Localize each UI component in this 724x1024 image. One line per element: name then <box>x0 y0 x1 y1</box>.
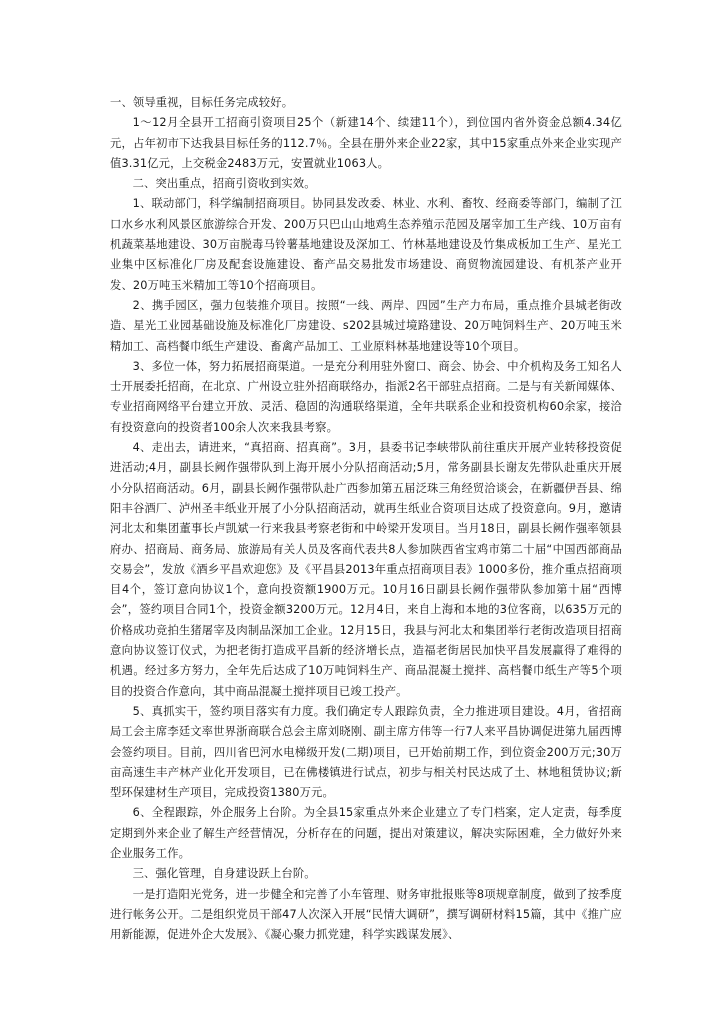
paragraph-item-5: 5、真抓实干，签约项目落实有力度。我们确定专人跟踪负责，全力推进项目建设。4月，省招商局工会主席李廷文率世界浙商联合总会主席刘晓刚、副主席方伟等一行7人来平昌协调促进第九届西博会签约项目。目前，四川省巴河水电梯级开发(二期)项目，已开始前期工作，到位资金200万元;30万亩高速生丰产林产业化开发项目，已在佛楼镇进行试点，初步与相关村民达成了土、林地租赁协议;新型环保建材生产项目，完成投资1380万元。 <box>110 704 622 800</box>
paragraph-item-4: 4、走出去，请进来，“真招商、招真商”。3月，县委书记李峡带队前往重庆开展产业转移投资促进活动;4月，副县长阙作强带队到上海开展小分队招商活动;5月，常务副县长谢友先带队赴重庆开展小分队招商活动。6月，副县长阙作强带队赴广西参加第五届泛珠三角经贸洽谈会，在新疆伊吾县、绵阳丰谷酒厂、泸州圣丰纸业开展了小分队招商活动，就再生纸业合资项目达成了投资意向。9月，邀请河北太和集团董事长卢凯斌一行来我县考察老街和中岭梁开发项目。当月18日，副县长阙作强率领县府办、招商局、商务局、旅游局有关人员及客商代表共8人参加陕西省宝鸡市第二十届“中国西部商品交易会”，发放《酒乡平昌欢迎您》及《平昌县2013年重点招商项目表》1000多份，推介重点招商项目4个，签订意向协议1个，意向投资额1900万元。10月16日副县长阙作强带队参加第十届“西博会”，签约项目合同1个，投资金额3200万元。12月4日，来自上海和本地的3位客商，以635万元的价格成功竞拍生猪屠宰及肉制品深加工企业。12月15日，我县与河北太和集团举行老街改造项目招商意向协议签订仪式，为把老街打造成平昌新的经济增长点，造福老街居民加快平昌发展赢得了难得的机遇。经过多方努力，全年先后达成了10万吨饲料生产、商品混凝土搅拌、高档餐巾纸生产等5个项目的投资合作意向，其中商品混凝土搅拌项目已竣工投产。 <box>110 441 622 698</box>
paragraph-management: 一是打造阳光党务，进一步健全和完善了小车管理、财务审批报账等8项规章制度，做到了按季度进行帐务公开。二是组织党员干部47人次深入开展“民情大调研”，撰写调研材料15篇，其中《推广应用新能源，促进外企大发展》、《凝心聚力抓党建，科学实践谋发展》、 <box>110 887 622 942</box>
section-heading-1: 一、领导重视，目标任务完成较好。 <box>110 96 294 109</box>
document-body <box>110 93 622 945</box>
paragraph-item-6: 6、全程跟踪，外企服务上台阶。为全县15家重点外来企业建立了专门档案，定人定责，每季度定期到外来企业了解生产经营情况，分析存在的问题，提出对策建议，解决实际困难，全力做好外来企业服务工作。 <box>110 806 622 860</box>
paragraph-item-1: 1、联动部门，科学编制招商项目。协同县发改委、林业、水利、畜牧、经商委等部门，编制了江口水乡水利风景区旅游综合开发、200万只巴山山地鸡生态养殖示范园及屠宰加工生产线、10万亩有机蔬菜基地建设、30万亩脱毒马铃薯基地建设及深加工、竹林基地建设及竹集成板加工生产、星光工业集中区标准化厂房及配套设施建设、畜产品交易批发市场建设、商贸物流园建设、有机茶产业开发、20万吨玉米精加工等10个招商项目。 <box>110 197 622 292</box>
paragraph-item-3: 3、多位一体，努力拓展招商渠道。一是充分利用驻外窗口、商会、协会、中介机构及务工知名人士开展委托招商，在北京、广州设立驻外招商联络办，指派2名干部驻点招商。二是与有关新闻媒体、专业招商网络平台建立开放、灵活、稳固的沟通联络渠道，全年共联系企业和投资机构60余家，接洽有投资意向的投资者100余人次来我县考察。 <box>110 359 622 434</box>
paragraph-item-2: 2、携手园区，强力包装推介项目。按照“一线、两岸、四园”生产力布局，重点推介县城老街改造、星光工业园基础设施及标准化厂房建设、s202县城过境路建设、20万吨饲料生产、20万吨玉米精加工、高档餐巾纸生产建设、畜禽产品加工、工业原料林基地建设等10个项目。 <box>110 298 622 353</box>
section-heading-3: 三、强化管理，自身建设跃上台阶。 <box>132 867 316 881</box>
paragraph-project-summary: 1～12月全县开工招商引资项目25个（新建14个、续建11个），到位国内省外资金总额4.34亿元，占年初市下达我县目标任务的112.7％。全县在册外来企业22家，其中15家重点外来企业实现产值3.31亿元，上交税金2483万元，安置就业1063人。 <box>110 116 622 170</box>
section-heading-2: 二、突出重点，招商引资收到实效。 <box>132 177 316 191</box>
